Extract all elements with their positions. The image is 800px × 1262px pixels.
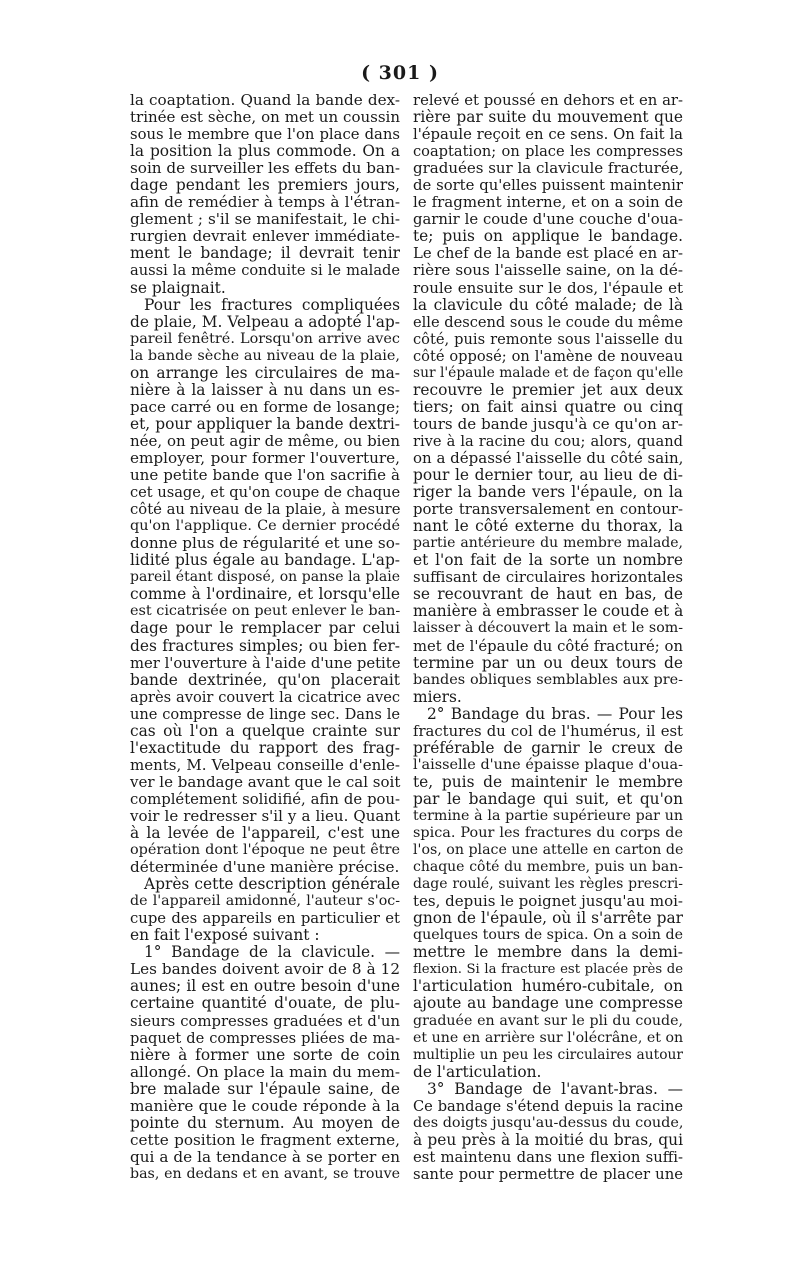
text-line: née, on peut agir de même, ou bien — [130, 431, 401, 450]
text-line: graduées sur la clavicule fracturée, — [413, 159, 684, 178]
text-line: opération dont l'époque ne peut être — [130, 842, 400, 859]
text-line: ments, M. Velpeau conseille d'enle- — [130, 755, 400, 774]
text-line: employer, pour former l'ouverture, — [130, 448, 400, 467]
text-line: l'os, on place une attelle en carton de — [413, 842, 684, 859]
text-line: relevé et poussé en dehors et en ar- — [413, 92, 683, 109]
text-line: sieurs compresses graduées et d'un — [130, 1012, 400, 1030]
text-line: tes, depuis le poignet jusqu'au moi- — [413, 892, 683, 911]
text-line: termine par un ou deux tours de — [413, 653, 683, 672]
text-line: quelques tours de spica. On a soin de — [413, 927, 683, 944]
text-line: aussi la même conduite si le malade — [130, 262, 400, 280]
text-line: pace carré ou en forme de losange; — [130, 397, 400, 416]
text-line: qui a de la tendance à se porter en — [130, 1147, 400, 1166]
text-line: te; puis on applique le bandage. — [413, 227, 683, 246]
text-line: aunes; il est en outre besoin d'une — [130, 977, 400, 996]
text-line: préférable de garnir le creux de — [413, 738, 683, 757]
text-line: spica. Pour les fractures du corps de — [413, 825, 683, 842]
left-column — [130, 92, 400, 1183]
text-line: pour le dernier tour, au lieu de di- — [413, 466, 683, 485]
text-line: dage pour le remplacer par celui — [130, 619, 400, 638]
text-line: partie antérieure du membre malade, — [413, 535, 683, 552]
text-line: et, pour appliquer la bande dextri- — [130, 414, 400, 433]
right-column — [413, 92, 683, 1183]
text-line: trinée est sèche, on met un coussin — [130, 108, 400, 127]
text-line: est maintenu dans une flexion suffi- — [413, 1148, 683, 1166]
text-line: la bande sèche au niveau de la plaie, — [130, 347, 400, 364]
text-line: rive à la racine du cou; alors, quand — [413, 432, 683, 450]
text-line: bande dextrinée, qu'on placerait — [130, 670, 400, 689]
text-line: laisser à découvert la main et le som- — [413, 620, 683, 637]
text-line: cas où l'on a quelque crainte sur — [130, 721, 400, 740]
text-line: sur l'épaule malade et de façon qu'elle — [413, 364, 684, 381]
text-line: 1° Bandage de la clavicule. — — [144, 943, 400, 962]
text-line: mer l'ouverture à l'aide d'une petite — [130, 654, 401, 672]
text-line: sante pour permettre de placer une — [413, 1165, 683, 1183]
text-line: ment le bandage; il devrait tenir — [130, 244, 400, 263]
text-line: déterminée d'une manière précise. — [130, 858, 400, 877]
text-line: en fait l'exposé suivant : — [130, 926, 320, 945]
text-line: garnir le coude d'une couche d'oua- — [413, 211, 683, 229]
text-line: l'articulation huméro-cubitale, on — [413, 977, 683, 996]
text-line: pareil fenêtré. Lorsqu'on arrive avec — [130, 330, 400, 347]
text-line: Après cette description générale — [144, 875, 400, 894]
text-line: met de l'épaule du côté fracturé; on — [413, 637, 683, 655]
text-line: à peu près à la moitié du bras, qui — [413, 1130, 683, 1149]
text-line: de l'articulation. — [413, 1062, 542, 1081]
text-line: l'exactitude du rapport des frag- — [130, 738, 400, 757]
text-line: soin de surveiller les effets du ban- — [130, 159, 400, 178]
text-line: la position la plus commode. On a — [130, 142, 400, 161]
text-line: la clavicule du côté malade; de là — [413, 295, 683, 314]
text-line: multiplie un peu les circulaires autour — [413, 1046, 683, 1063]
text-line: comme à l'ordinaire, et lorsqu'elle — [130, 585, 400, 604]
text-line: bas, en dedans et en avant, se trouve — [130, 1165, 400, 1182]
text-line: fractures du col de l'humérus, il est — [413, 722, 683, 740]
text-line: complétement solidifié, afin de pou- — [130, 790, 400, 808]
text-line: pointe du sternum. Au moyen de — [130, 1113, 400, 1132]
text-line: tours de bande jusqu'à ce qu'on ar- — [413, 414, 683, 433]
text-line: miers. — [413, 687, 462, 706]
text-line: 2° Bandage du bras. — Pour les — [427, 704, 683, 723]
text-line: et l'on fait de la sorte un nombre — [413, 551, 683, 570]
text-line: l'aisselle d'une épaisse plaque d'oua- — [413, 756, 683, 773]
text-line: flexion. Si la fracture est placée près de — [413, 962, 683, 978]
text-line: la coaptation. Quand la bande dex- — [130, 91, 400, 109]
text-line: tiers; on fait ainsi quatre ou cinq — [413, 397, 683, 416]
text-line: donne plus de régularité et une so- — [130, 534, 400, 553]
page-number: ( 301 ) — [361, 62, 439, 84]
text-line: glement ; s'il se manifestait, le chi- — [130, 210, 400, 229]
text-line: est cicatrisée on peut enlever le ban- — [130, 603, 401, 620]
text-line: cupe des appareils en particulier et — [130, 910, 400, 928]
text-line: chaque côté du membre, puis un ban- — [413, 859, 683, 876]
text-line: recouvre le premier jet aux deux — [413, 380, 683, 399]
text-line: dage pendant les premiers jours, — [130, 176, 400, 195]
text-line: Les bandes doivent avoir de 8 à 12 — [130, 960, 400, 979]
text-line: on arrange les circulaires de ma- — [130, 363, 400, 382]
text-line: cette position le fragment externe, — [130, 1130, 400, 1149]
text-line: rière par suite du mouvement que — [413, 108, 683, 127]
text-line: des fractures simples; ou bien fer- — [130, 636, 400, 655]
text-line: mettre le membre dans la demi- — [413, 943, 683, 962]
text-line: cet usage, et qu'on coupe de chaque — [130, 484, 401, 502]
text-line: une petite bande que l'on sacrifie à — [130, 466, 400, 485]
text-line: riger la bande vers l'épaule, on la — [413, 483, 683, 502]
text-line: nière à la laisser à nu dans un es- — [130, 380, 400, 399]
text-line: Ce bandage s'étend depuis la racine — [413, 1097, 683, 1115]
text-line: Le chef de la bande est placé en ar- — [413, 245, 683, 263]
text-line: termine à la partie supérieure par un — [413, 807, 683, 824]
text-line: par le bandage qui suit, et qu'on — [413, 789, 683, 808]
text-line: se recouvrant de haut en bas, de — [413, 585, 683, 604]
text-line: ajoute au bandage une compresse — [413, 994, 683, 1013]
text-line: roule ensuite sur le dos, l'épaule et — [413, 278, 683, 297]
text-line: de sorte qu'elles puissent maintenir — [413, 177, 683, 195]
text-line: allongé. On place la main du mem- — [130, 1062, 400, 1081]
text-line: nant le côté externe du thorax, la — [413, 517, 683, 536]
text-line: et une en arrière sur l'olécrâne, et on — [413, 1029, 684, 1046]
text-line: à la levée de l'appareil, c'est une — [130, 824, 400, 843]
text-line: graduée en avant sur le pli du coude, — [413, 1012, 683, 1029]
text-line: qu'on l'applique. Ce dernier procédé — [130, 518, 400, 535]
text-line: voir le redresser s'il y a lieu. Quant — [130, 806, 400, 825]
text-line: te, puis de maintenir le membre — [413, 772, 683, 791]
text-line: paquet de compresses pliées de ma- — [130, 1029, 400, 1047]
text-line: certaine quantité d'ouate, de plu- — [130, 994, 400, 1013]
text-line: afin de remédier à temps à l'étran- — [130, 193, 400, 212]
text-line: côté opposé; on l'amène de nouveau — [413, 347, 683, 365]
text-line: bre malade sur l'épaule saine, de — [130, 1079, 400, 1098]
text-line: on a dépassé l'aisselle du côté sain, — [413, 448, 684, 467]
text-line: l'épaule reçoit en ce sens. On fait la — [413, 126, 683, 144]
text-line: elle descend sous le coude du même — [413, 313, 683, 331]
text-line: le fragment interne, et on a soin de — [413, 193, 683, 212]
text-line: suffisant de circulaires horizontales — [413, 569, 683, 587]
text-line: se plaignait. — [130, 278, 226, 297]
text-line: nière à former une sorte de coin — [130, 1045, 400, 1064]
text-line: manière que le coude réponde à la — [130, 1096, 400, 1115]
text-line: ver le bandage avant que le cal soit — [130, 772, 401, 791]
text-line: après avoir couvert la cicatrice avec — [130, 688, 400, 706]
text-line: de plaie, M. Velpeau a adopté l'ap- — [130, 312, 400, 331]
text-line: gnon de l'épaule, où il s'arrête par — [413, 909, 683, 928]
text-line: bandes obliques semblables aux pre- — [413, 671, 683, 688]
text-line: porte transversalement en contour- — [413, 501, 683, 519]
text-line: coaptation; on place les compresses — [413, 143, 683, 161]
text-line: côté au niveau de la plaie, à mesure — [130, 501, 401, 519]
text-line: une compresse de linge sec. Dans le — [130, 705, 400, 723]
text-line: Pour les fractures compliquées — [144, 295, 400, 314]
text-line: sous le membre que l'on place dans — [130, 126, 400, 144]
text-line: des doigts jusqu'au-dessus du coude, — [413, 1114, 684, 1131]
text-line: manière à embrasser le coude et à — [413, 602, 684, 621]
text-line: de l'appareil amidonné, l'auteur s'oc- — [130, 893, 400, 910]
text-line: rière sous l'aisselle saine, on la dé- — [413, 261, 683, 280]
text-line: pareil étant disposé, on panse la plaie — [130, 569, 400, 586]
text-line: rurgien devrait enlever immédiate- — [130, 227, 400, 246]
text-line: dage roulé, suivant les règles prescri- — [413, 876, 683, 893]
text-line: 3° Bandage de l'avant-bras. — — [427, 1079, 683, 1098]
text-line: lidité plus égale au bandage. L'ap- — [130, 551, 400, 570]
text-line: côté, puis remonte sous l'aisselle du — [413, 330, 683, 348]
